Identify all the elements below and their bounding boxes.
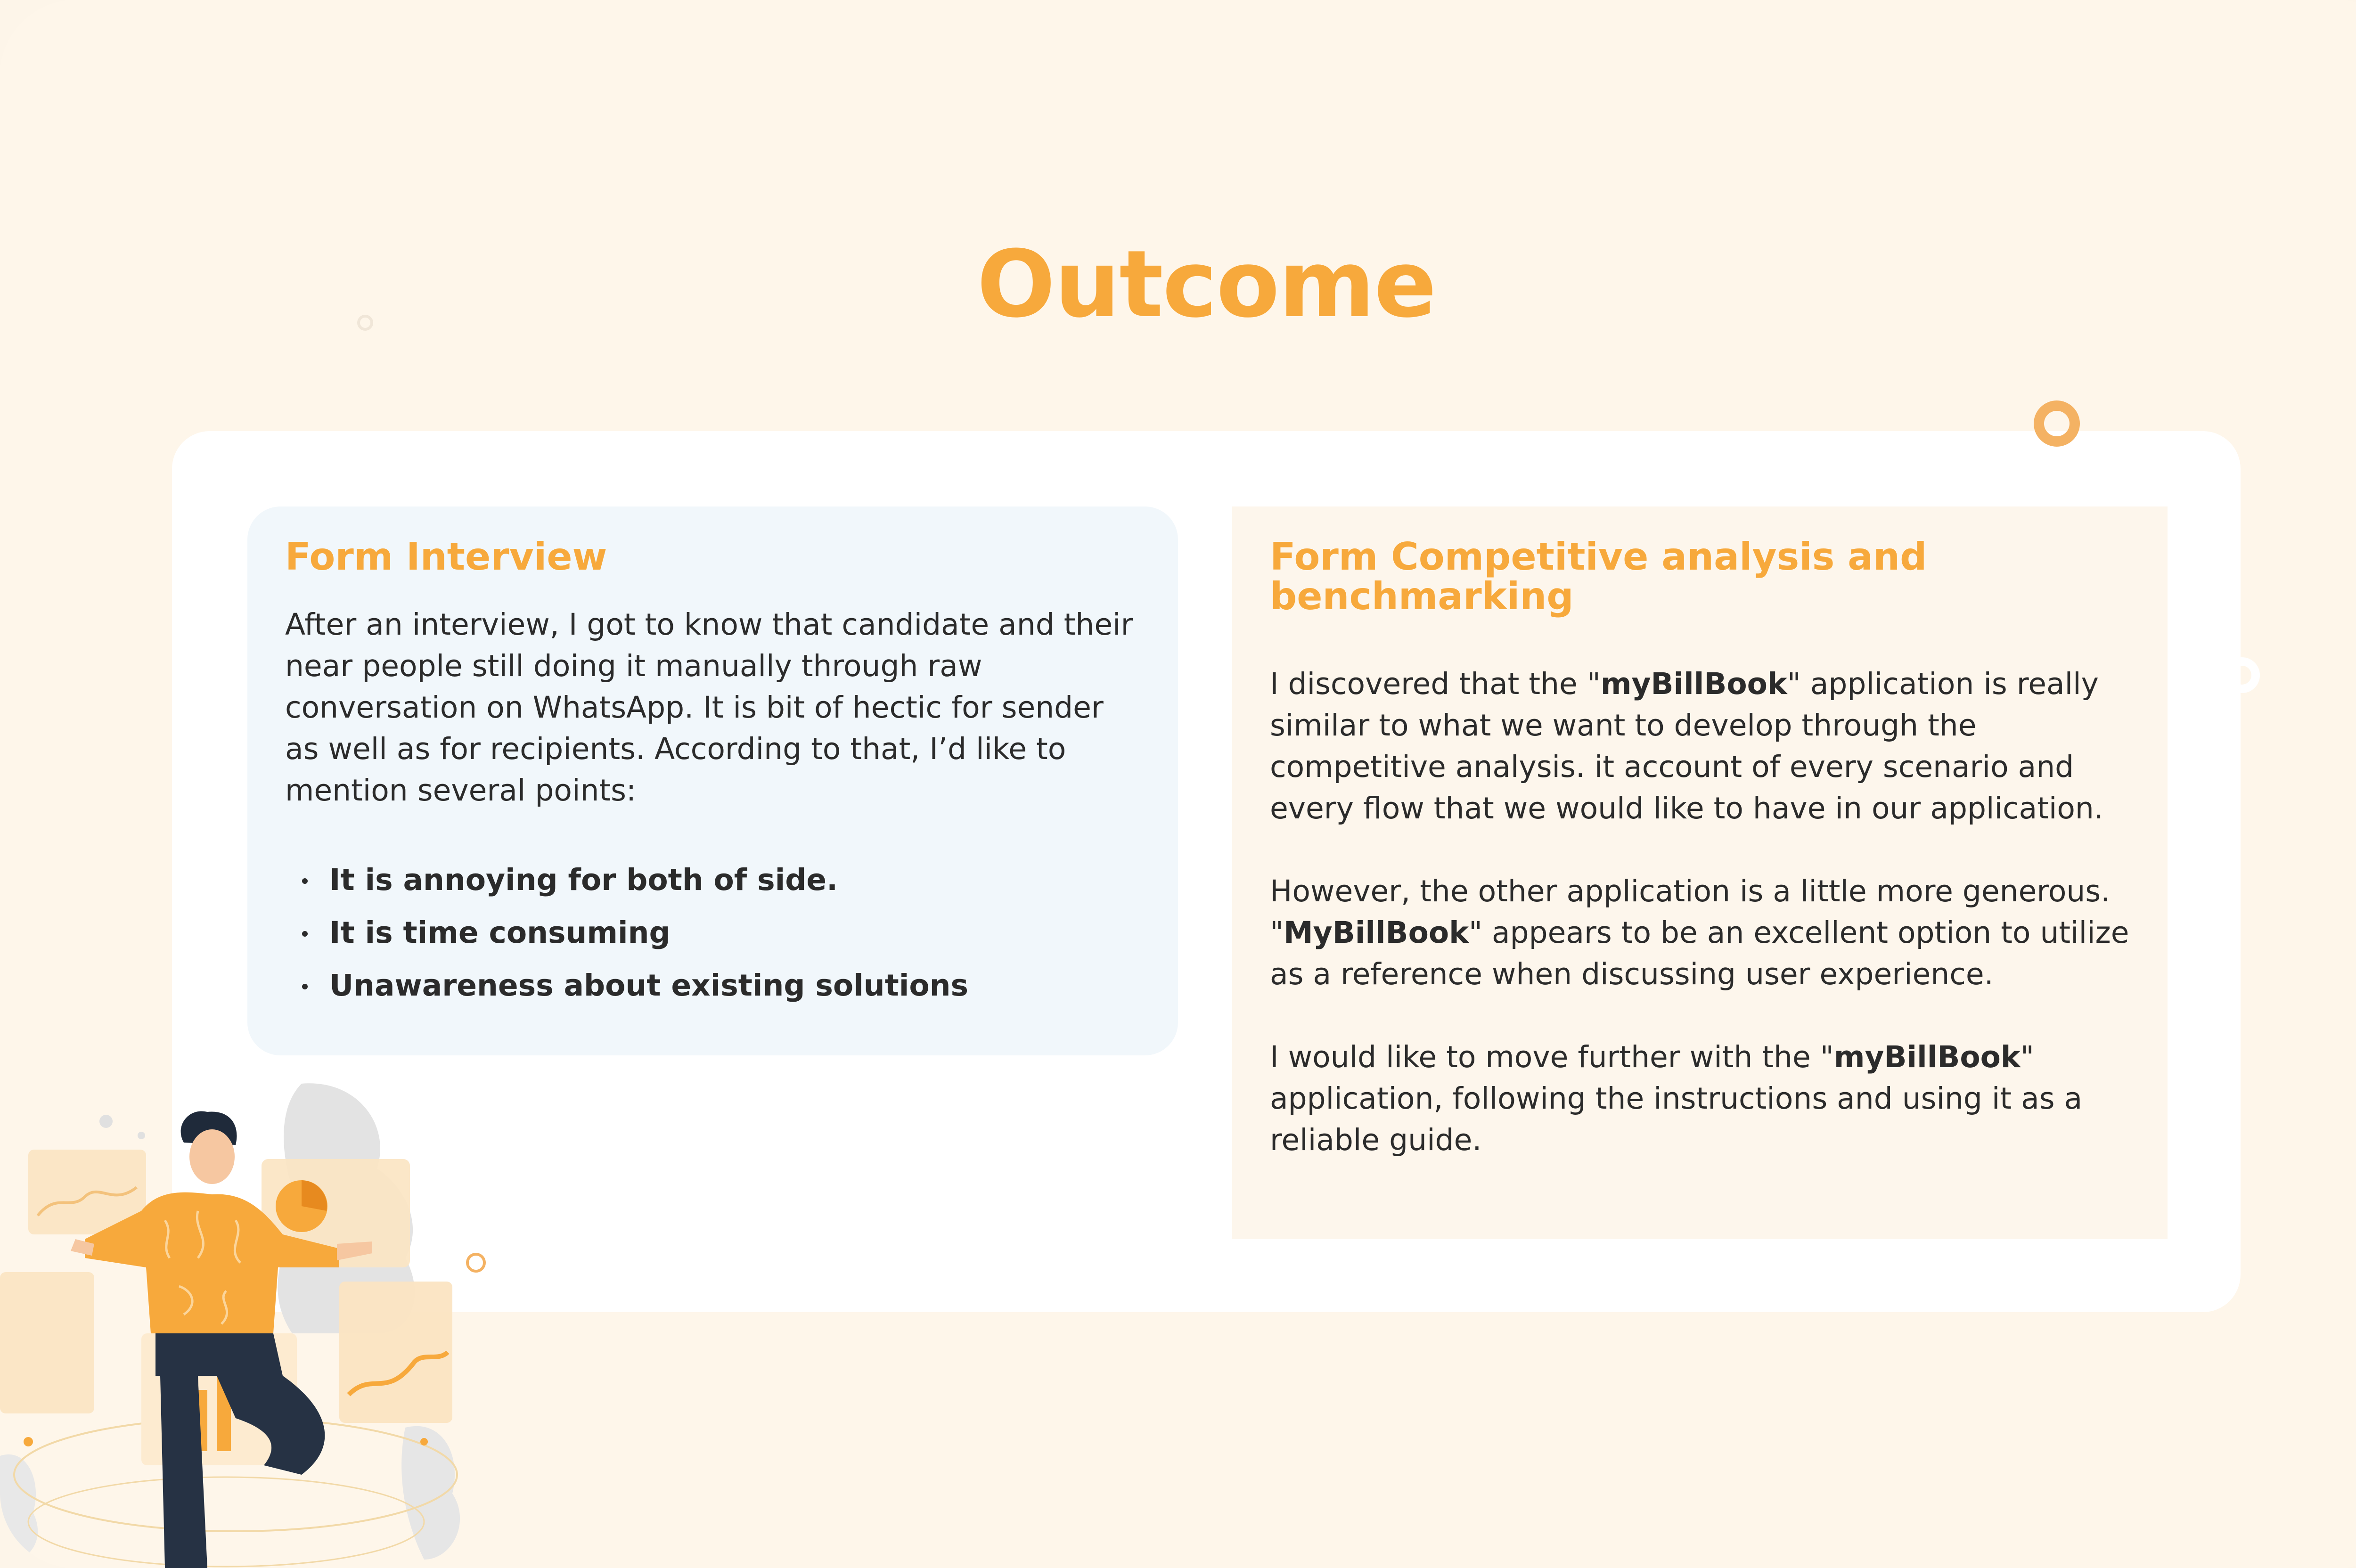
app-name: myBillBook (1600, 667, 1787, 701)
text-span: " application, following the instructions and using it as a reliable guide. (1270, 1040, 2083, 1157)
interview-paragraph: After an interview, I got to know that candidate and their near people still doing it manually through raw conversation on WhatsApp. It is bit of hectic for sender as well as for recipients. According to that, I’d like to mention several points: (285, 607, 1133, 808)
text-span: " appears to be an excellent option to utilize as a reference when discussing user experience. (1270, 915, 2129, 991)
analysis-paragraph-2 (1270, 871, 2130, 995)
text-span: " application is really similar to what we want to develop through the competitive analysis. it account of every scenario and every flow that we would like to have in our application. (1270, 667, 2103, 825)
interview-heading: Form Interview (285, 535, 607, 579)
app-name: myBillBook (1833, 1040, 2021, 1074)
page-title: Outcome (977, 231, 1436, 338)
list-item: It is time consuming (299, 906, 1140, 959)
interview-points (299, 854, 1140, 1012)
analysis-paragraph-3 (1270, 1037, 2130, 1161)
person-with-dashboards-illustration (0, 1070, 518, 1568)
text-span: " (1270, 915, 1284, 950)
competitive-analysis-panel (1232, 506, 2168, 1239)
interview-panel (247, 506, 1178, 1055)
decorative-ring-white (2224, 657, 2260, 693)
app-name: MyBillBook (1283, 915, 1469, 950)
competitive-analysis-heading: Form Competitive analysis and benchmarking (1270, 535, 1927, 618)
decorative-ring (2034, 400, 2080, 447)
text-span: However, the other application is a little more generous. (1270, 874, 2111, 908)
decorative-dot (357, 315, 373, 331)
list-item: It is annoying for both of side. (299, 854, 1140, 906)
text-span: I would like to move further with the " (1270, 1040, 1834, 1074)
list-item: Unawareness about existing solutions (299, 959, 1140, 1012)
text-span: I discovered that the " (1270, 667, 1601, 701)
analysis-paragraph-1 (1270, 663, 2130, 829)
